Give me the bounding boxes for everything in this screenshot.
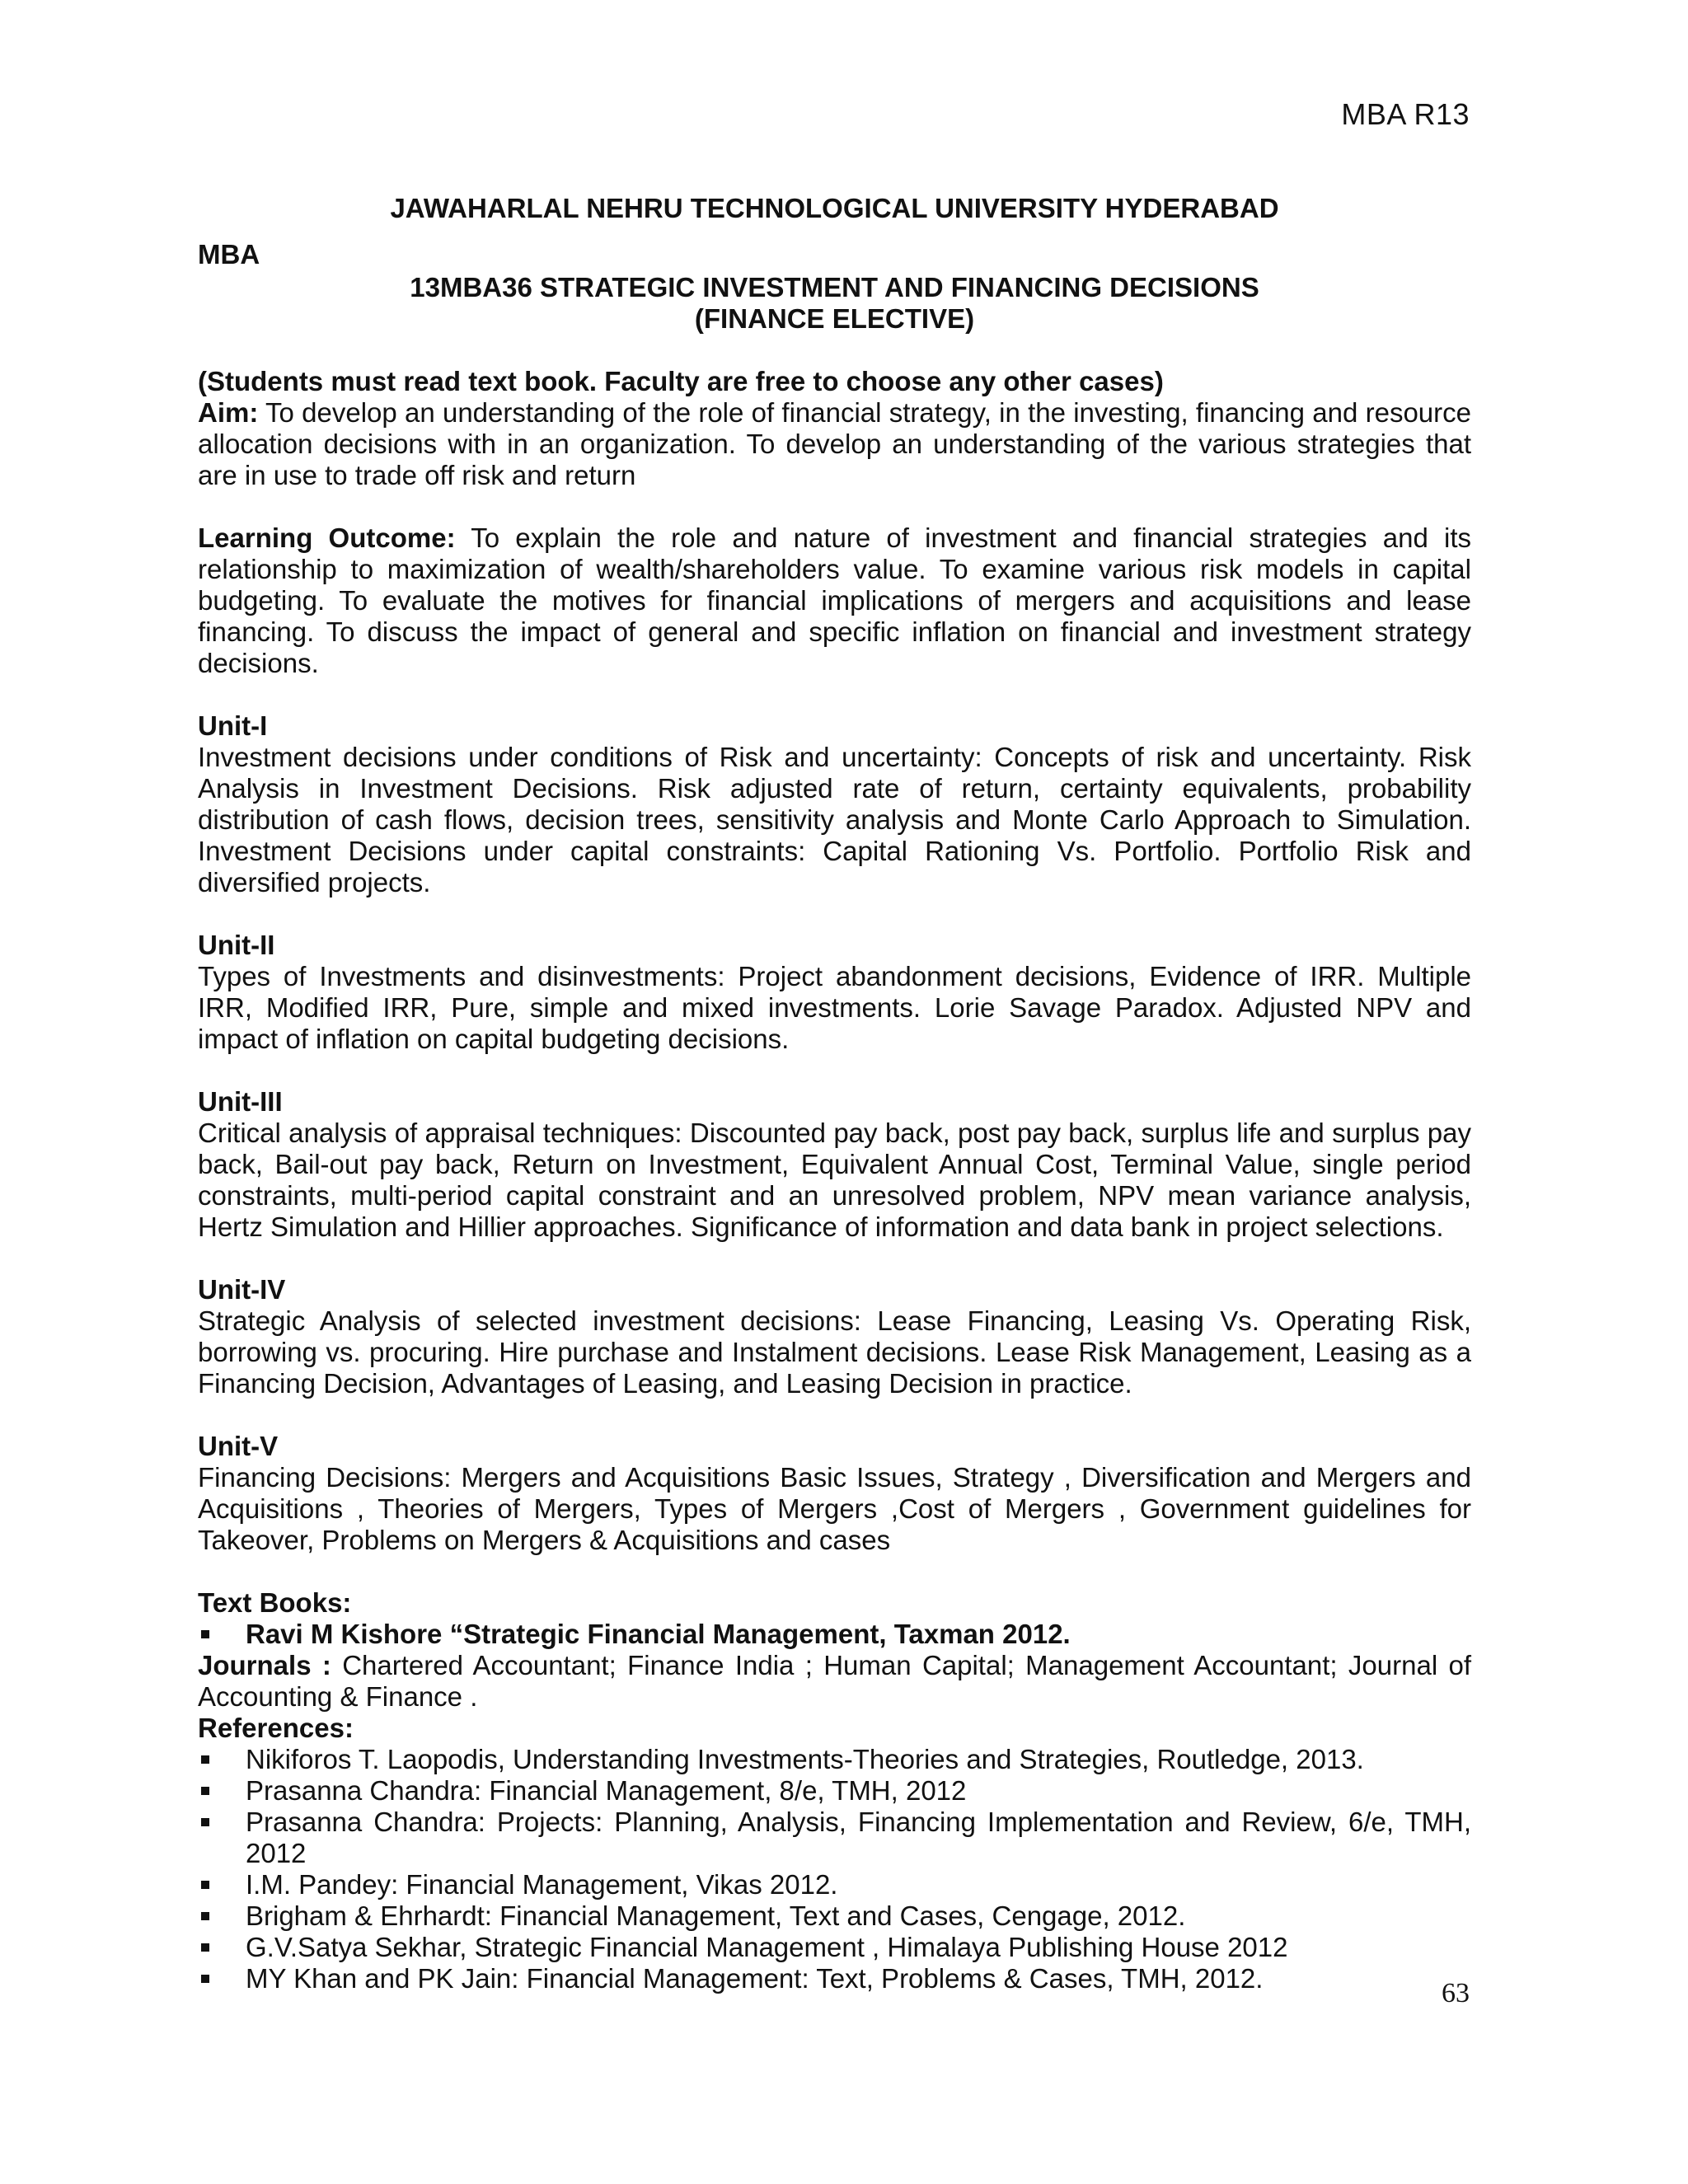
list-item: Nikiforos T. Laopodis, Understanding Investments-Theories and Strategies, Routledge, 2013. (246, 1744, 1364, 1774)
journals-text: Chartered Accountant; Finance India ; Human Capital; Management Accountant; Journal of Accounting & Finance . (198, 1650, 1472, 1712)
unit-1-text: Investment decisions under conditions of Risk and uncertainty: Concepts of risk and uncertainty. Risk Analysis in Investment Decisions. Risk adjusted rate of return, certainty equivalents, probability distribution of cash flows, decision trees, sensitivity analysis and Monte Carlo Approach to Simulation. Investment Decisions under capital constraints: Capital Rationing Vs. Portfolio. Portfolio Risk and diversified projects. (198, 742, 1471, 898)
list-item: Prasanna Chandra: Projects: Planning, Analysis, Financing Implementation and Review, 6/e, TMH, 2012 (246, 1807, 1471, 1868)
unit-5-text: Financing Decisions: Mergers and Acquisitions Basic Issues, Strategy , Diversification and Mergers and Acquisitions , Theories of Mergers, Types of Mergers ,Cost of Mergers , Government guidelines for Takeover, Problems on Mergers & Acquisitions and cases (198, 1462, 1471, 1555)
text-books-heading: Text Books: (198, 1587, 352, 1618)
journals-label: Journals : (198, 1650, 331, 1680)
learning-outcome-text: To explain the role and nature of investment and financial strategies and its relationship to maximization of wealth/shareholders value. To examine various risk models in capital budgeting. To evaluate the motives for financial implications of mergers and acquisitions and lease financing. To discuss the impact of general and specific inflation on financial and investment strategy decisions. (198, 523, 1472, 678)
learning-outcome-label: Learning Outcome: (198, 523, 456, 553)
university-name: JAWAHARLAL NEHRU TECHNOLOGICAL UNIVERSITY HYDERABAD (390, 193, 1279, 223)
unit-2-title: Unit-II (198, 930, 275, 960)
list-item: I.M. Pandey: Financial Management, Vikas 2012. (246, 1869, 838, 1900)
list-item: Prasanna Chandra: Financial Management, 8/e, TMH, 2012 (246, 1775, 967, 1806)
unit-4-text: Strategic Analysis of selected investment decisions: Lease Financing, Leasing Vs. Operating Risk, borrowing vs. procuring. Hire purchase and Instalment decisions. Lease Risk Management, Leasing as a Financing Decision, Advantages of Leasing, and Leasing Decision in practice. (198, 1305, 1471, 1399)
page-number: 63 (1442, 1978, 1470, 2008)
text-books-list (198, 1619, 1471, 1650)
unit-3-title: Unit-III (198, 1086, 283, 1117)
list-item: Ravi M Kishore “Strategic Financial Management, Taxman 2012. (246, 1619, 1071, 1649)
list-item: MY Khan and PK Jain: Financial Management: Text, Problems & Cases, TMH, 2012. (246, 1963, 1264, 1994)
references-heading: References: (198, 1713, 354, 1743)
unit-2-text: Types of Investments and disinvestments: Project abandonment decisions, Evidence of IRR. Multiple IRR, Modified IRR, Pure, simple and mixed investments. Lorie Savage Paradox. Adjusted NPV and impact of inflation on capital budgeting decisions. (198, 961, 1471, 1054)
learning-outcome-paragraph (198, 523, 1471, 679)
unit-4-title: Unit-IV (198, 1274, 286, 1305)
unit-3-text: Critical analysis of appraisal techniques: Discounted pay back, post pay back, surplus life and surplus pay back, Bail-out pay back, Return on Investment, Equivalent Annual Cost, Terminal Value, single period constraints, multi-period capital constraint and an unresolved problem, NPV mean variance analysis, Hertz Simulation and Hillier approaches. Significance of information and data bank in project selections. (198, 1118, 1471, 1242)
aim-paragraph (198, 397, 1471, 491)
program-label: MBA (198, 239, 260, 269)
unit-5-title: Unit-V (198, 1431, 279, 1461)
references-list (198, 1744, 1471, 1994)
course-title: 13MBA36 STRATEGIC INVESTMENT AND FINANCING DECISIONS (410, 272, 1259, 302)
unit-1-title: Unit-I (198, 710, 268, 741)
journals-paragraph (198, 1650, 1471, 1713)
students-note: (Students must read text book. Faculty are free to choose any other cases) (198, 366, 1164, 396)
course-subtitle: (FINANCE ELECTIVE) (694, 303, 975, 334)
aim-label: Aim: (198, 397, 259, 428)
syllabus-content (198, 193, 1471, 1994)
header-code: MBA R13 (1341, 97, 1470, 131)
aim-text: To develop an understanding of the role of financial strategy, in the investing, financing and resource allocation decisions with in an organization. To develop an understanding of the various strategies that are in use to trade off risk and return (198, 397, 1471, 490)
list-item: Brigham & Ehrhardt: Financial Management, Text and Cases, Cengage, 2012. (246, 1900, 1186, 1931)
list-item: G.V.Satya Sekhar, Strategic Financial Management , Himalaya Publishing House 2012 (246, 1932, 1288, 1962)
program-row (198, 241, 1471, 272)
